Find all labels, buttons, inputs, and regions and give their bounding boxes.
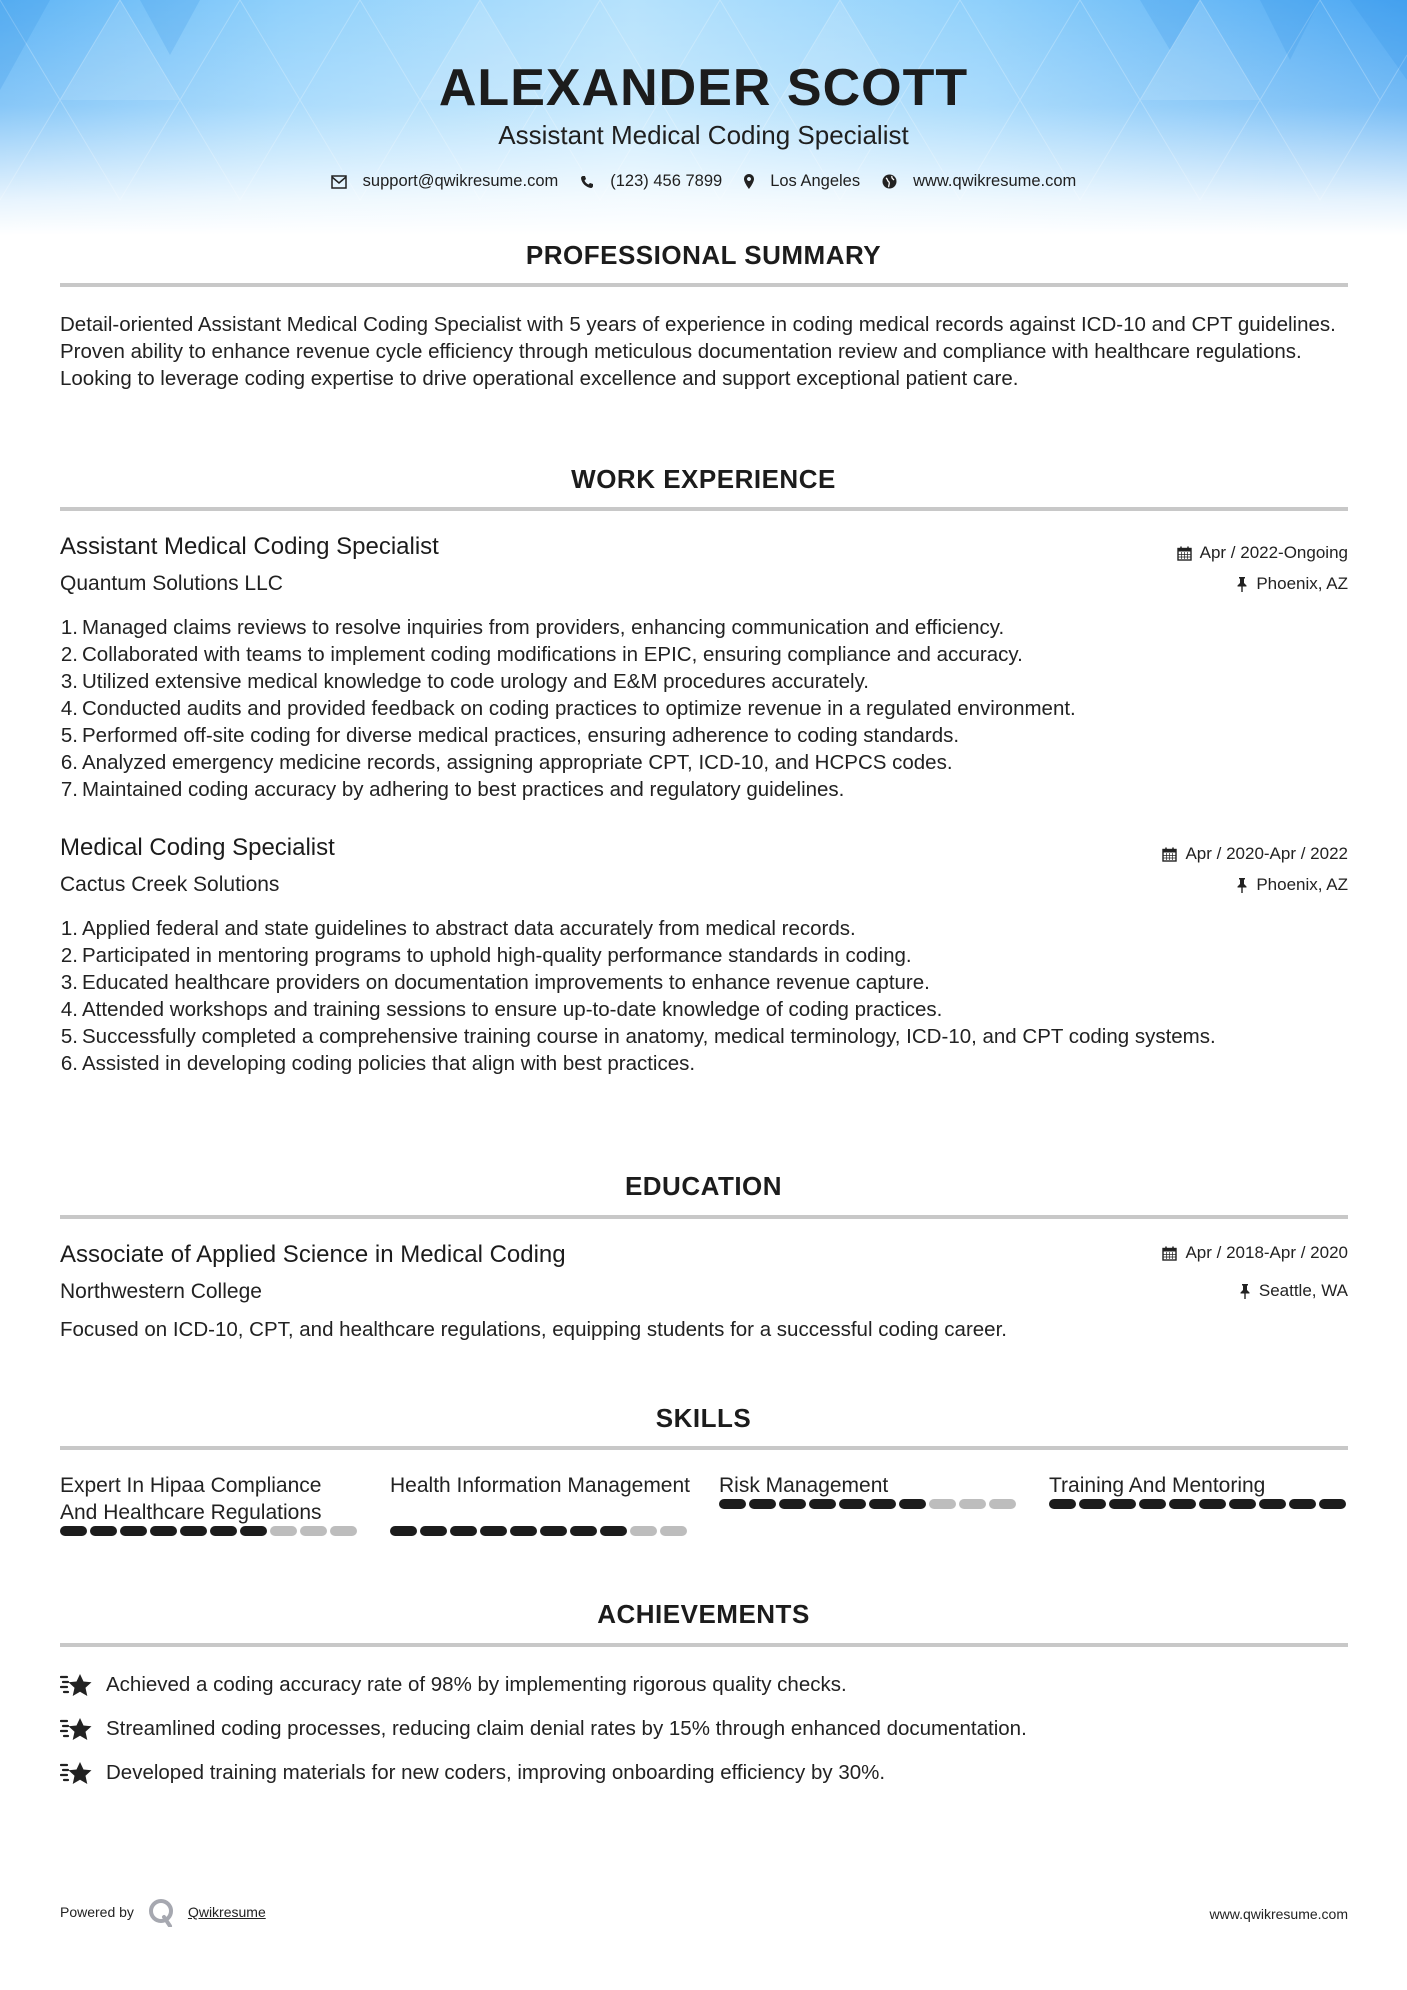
achievement-text: Streamlined coding processes, reducing claim denial rates by 15% through enhanced documentation. <box>106 1717 1027 1740</box>
skill-rating-segment <box>1079 1499 1106 1509</box>
section-divider <box>60 283 1348 287</box>
skill-rating-segment <box>420 1526 447 1536</box>
skill-rating-segment <box>959 1499 986 1509</box>
job-location-text: Phoenix, AZ <box>1256 574 1348 593</box>
bullet-item: 5. Successfully completed a comprehensive training course in anatomy, medical terminology, ICD-10, and CPT coding systems. <box>60 1025 1216 1048</box>
contact-bar <box>0 172 1407 191</box>
achievement-item <box>60 1715 1027 1743</box>
bullet-item: 6. Assisted in developing coding policies that align with best practices. <box>60 1052 696 1075</box>
job-dates <box>1177 543 1348 563</box>
section-divider <box>60 1215 1348 1219</box>
skill-item <box>390 1472 690 1536</box>
candidate-title: Assistant Medical Coding Specialist <box>498 120 909 150</box>
skill-rating-segment <box>1109 1499 1136 1509</box>
skill-rating-segment <box>779 1499 806 1509</box>
job-company: Quantum Solutions LLC <box>60 572 283 595</box>
calendar-icon <box>1162 847 1177 862</box>
job-location <box>1236 875 1348 895</box>
qwikresume-link[interactable]: Qwikresume <box>187 1904 266 1920</box>
candidate-name: ALEXANDER SCOTT <box>438 59 969 117</box>
job-dates-text: Apr / 2022-Ongoing <box>1199 543 1348 562</box>
skill-rating-segment <box>270 1526 297 1536</box>
skill-rating-segment <box>660 1526 687 1536</box>
job-title: Medical Coding Specialist <box>60 834 335 861</box>
bullet-item: 1. Applied federal and state guidelines to abstract data accurately from medical records. <box>60 917 856 940</box>
skill-rating-bar <box>1049 1499 1349 1509</box>
achievement-text: Achieved a coding accuracy rate of 98% by implementing rigorous quality checks. <box>106 1673 847 1696</box>
pushpin-icon <box>1236 577 1248 592</box>
skill-rating-segment <box>600 1526 627 1536</box>
skill-rating-segment <box>1139 1499 1166 1509</box>
skill-rating-segment <box>1199 1499 1226 1509</box>
calendar-icon <box>1177 546 1192 561</box>
skill-rating-segment <box>719 1499 746 1509</box>
education-heading: EDUCATION <box>624 1171 783 1201</box>
achievement-text: Developed training materials for new coders, improving onboarding efficiency by 30%. <box>106 1761 886 1784</box>
education-description: Focused on ICD-10, CPT, and healthcare regulations, equipping students for a successful coding career. <box>60 1318 1007 1341</box>
bullet-item: 3. Educated healthcare providers on documentation improvements to enhance revenue capture. <box>60 971 930 994</box>
skill-rating-segment <box>1259 1499 1286 1509</box>
skill-rating-segment <box>839 1499 866 1509</box>
bullet-item: 6. Analyzed emergency medicine records, assigning appropriate CPT, ICD-10, and HCPCS codes. <box>60 751 953 774</box>
bullet-item: 4. Conducted audits and provided feedback on coding practices to optimize revenue in a regulated environment. <box>60 697 1076 720</box>
section-divider <box>60 507 1348 511</box>
section-divider <box>60 1446 1348 1450</box>
skill-rating-segment <box>90 1526 117 1536</box>
pushpin-icon <box>1236 878 1248 893</box>
achievements-heading: ACHIEVEMENTS <box>597 1599 810 1629</box>
phone-icon <box>580 175 594 189</box>
shooting-star-icon <box>60 1671 94 1699</box>
skill-rating-segment <box>300 1526 327 1536</box>
skill-label: Expert In Hipaa Compliance And Healthcare Regulations <box>60 1474 322 1524</box>
powered-by-label: Powered by <box>60 1904 134 1920</box>
contact-location <box>744 172 860 191</box>
skills-heading: SKILLS <box>655 1403 752 1433</box>
experience-heading: WORK EXPERIENCE <box>571 464 836 494</box>
skill-item <box>719 1472 1019 1509</box>
skill-rating-bar <box>390 1526 690 1536</box>
skill-rating-bar <box>719 1499 1019 1509</box>
achievement-item <box>60 1671 847 1699</box>
skill-rating-segment <box>330 1526 357 1536</box>
degree-title: Associate of Applied Science in Medical Coding <box>60 1241 566 1268</box>
bullet-item: 1. Managed claims reviews to resolve inquiries from providers, enhancing communication and efficiency. <box>60 616 1005 639</box>
job-dates <box>1162 844 1348 864</box>
skill-rating-segment <box>749 1499 776 1509</box>
skill-label: Training And Mentoring <box>1049 1474 1266 1497</box>
bullet-item: 5. Performed off-site coding for diverse medical practices, ensuring adherence to coding standards. <box>60 724 960 747</box>
map-marker-icon <box>744 174 754 189</box>
skill-rating-segment <box>390 1526 417 1536</box>
skill-rating-segment <box>570 1526 597 1536</box>
skill-item <box>1049 1472 1349 1509</box>
skill-rating-segment <box>60 1526 87 1536</box>
job-title: Assistant Medical Coding Specialist <box>60 533 439 560</box>
education-dates-text: Apr / 2018-Apr / 2020 <box>1185 1243 1348 1262</box>
summary-heading: PROFESSIONAL SUMMARY <box>525 240 882 270</box>
footer-powered-by <box>60 1897 266 1927</box>
calendar-icon <box>1162 1246 1177 1261</box>
skill-item <box>60 1472 360 1536</box>
contact-email-text: support@qwikresume.com <box>362 172 559 190</box>
skill-rating-segment <box>809 1499 836 1509</box>
skill-rating-segment <box>510 1526 537 1536</box>
skill-rating-segment <box>210 1526 237 1536</box>
skill-rating-segment <box>540 1526 567 1536</box>
skill-label: Health Information Management <box>390 1474 690 1497</box>
skill-rating-segment <box>1229 1499 1256 1509</box>
job-bullets <box>52 915 1352 1077</box>
education-location <box>1239 1281 1348 1301</box>
job-bullets <box>52 614 1352 803</box>
education-location-text: Seattle, WA <box>1258 1281 1348 1300</box>
skill-rating-segment <box>899 1499 926 1509</box>
contact-location-text: Los Angeles <box>770 172 861 190</box>
job-company: Cactus Creek Solutions <box>60 873 280 896</box>
skill-rating-segment <box>480 1526 507 1536</box>
skill-rating-segment <box>1319 1499 1346 1509</box>
shooting-star-icon <box>60 1715 94 1743</box>
section-divider <box>60 1643 1348 1647</box>
school-name: Northwestern College <box>60 1280 262 1303</box>
job-location <box>1236 574 1348 594</box>
job-location-text: Phoenix, AZ <box>1256 875 1348 894</box>
globe-icon <box>882 174 897 189</box>
skill-rating-segment <box>450 1526 477 1536</box>
skill-rating-segment <box>1169 1499 1196 1509</box>
skill-rating-segment <box>1049 1499 1076 1509</box>
contact-website-text: www.qwikresume.com <box>913 172 1077 190</box>
skill-rating-segment <box>869 1499 896 1509</box>
skill-rating-segment <box>929 1499 956 1509</box>
skill-rating-segment <box>1289 1499 1316 1509</box>
job-dates-text: Apr / 2020-Apr / 2022 <box>1185 844 1348 863</box>
skill-rating-segment <box>120 1526 147 1536</box>
bullet-item: 3. Utilized extensive medical knowledge to code urology and E&M procedures accurately. <box>60 670 870 693</box>
skill-rating-segment <box>630 1526 657 1536</box>
bullet-item: 2. Collaborated with teams to implement coding modifications in EPIC, ensuring compliance and accuracy. <box>60 643 1023 666</box>
skill-rating-segment <box>989 1499 1016 1509</box>
contact-phone-text: (123) 456 7899 <box>610 172 723 190</box>
contact-email[interactable] <box>331 172 559 191</box>
bullet-item: 2. Participated in mentoring programs to uphold high-quality performance standards in coding. <box>60 944 912 967</box>
contact-website[interactable] <box>882 172 1076 191</box>
qwikresume-logo-icon <box>146 1897 180 1927</box>
bullet-item: 4. Attended workshops and training sessions to ensure up-to-date knowledge of coding practices. <box>60 998 943 1021</box>
achievement-item <box>60 1759 885 1787</box>
skill-label: Risk Management <box>719 1474 889 1497</box>
skill-rating-bar <box>60 1526 360 1536</box>
resume-header <box>0 0 1407 235</box>
skill-rating-segment <box>150 1526 177 1536</box>
education-dates <box>1162 1243 1348 1263</box>
summary-text: Detail-oriented Assistant Medical Coding Specialist with 5 years of experience in coding medical records against ICD-10 and CPT guidelines. Proven ability to enhance revenue cycle efficiency through meticulous documentation review and compliance with healthcare regulations. Looking to leverage coding expertise to drive operational excellence and support exceptional patient care. <box>60 313 1336 390</box>
bullet-item: 7. Maintained coding accuracy by adhering to best practices and regulatory guidelines. <box>60 778 845 801</box>
pushpin-icon <box>1239 1284 1251 1299</box>
skill-rating-segment <box>180 1526 207 1536</box>
contact-phone[interactable] <box>580 172 722 191</box>
footer-website[interactable]: www.qwikresume.com <box>1209 1906 1348 1922</box>
shooting-star-icon <box>60 1759 94 1787</box>
envelope-icon <box>331 175 347 189</box>
skill-rating-segment <box>240 1526 267 1536</box>
